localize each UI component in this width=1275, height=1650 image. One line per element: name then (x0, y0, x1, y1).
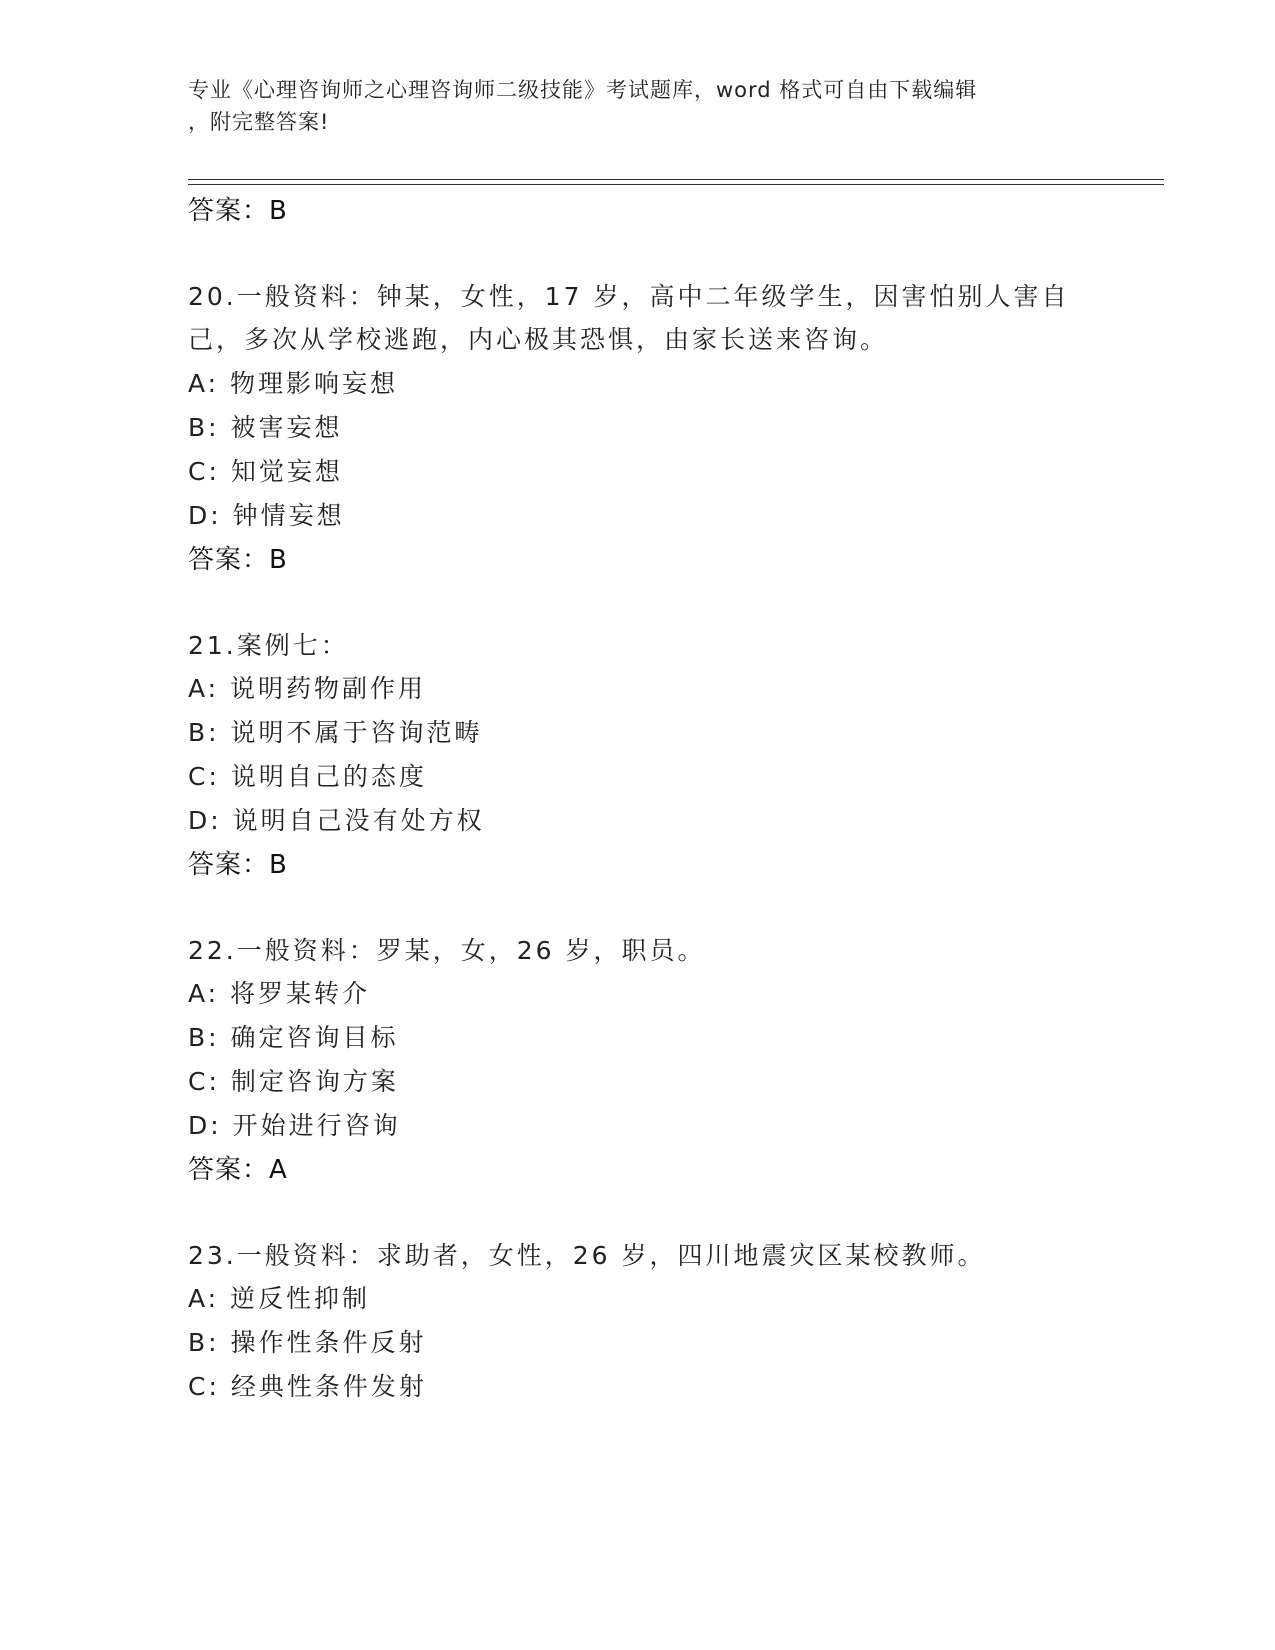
header-divider-bottom (188, 184, 1164, 185)
question-22-option-a: A: 将罗某转介 (188, 979, 371, 1008)
question-20-stem-line-1: 20.一般资料：钟某，女性，17 岁，高中二年级学生，因害怕别人害自 (188, 282, 1070, 311)
question-22-option-c: C: 制定咨询方案 (188, 1067, 399, 1096)
question-23-option-c: C: 经典性条件发射 (188, 1372, 427, 1401)
question-23-option-a: A: 逆反性抑制 (188, 1284, 371, 1313)
question-20-stem-line-2: 己，多次从学校逃跑，内心极其恐惧，由家长送来咨询。 (188, 325, 889, 354)
question-21-stem-line-1: 21.案例七： (188, 631, 349, 660)
question-20-option-d: D: 钟情妄想 (188, 501, 345, 530)
question-20-answer: 答案：B (188, 545, 288, 575)
question-21-option-c: C: 说明自己的态度 (188, 762, 427, 791)
question-21-option-b: B: 说明不属于咨询范畴 (188, 718, 483, 747)
document-header (188, 74, 1078, 138)
header-line-1: 专业《心理咨询师之心理咨询师二级技能》考试题库，word 格式可自由下载编辑 (188, 78, 978, 102)
question-22-stem-line-1: 22.一般资料：罗某，女，26 岁，职员。 (188, 936, 706, 965)
question-22-answer: 答案：A (188, 1155, 288, 1185)
question-23-option-b: B: 操作性条件反射 (188, 1328, 427, 1357)
question-20-option-c: C: 知觉妄想 (188, 457, 343, 486)
question-20-option-b: B: 被害妄想 (188, 413, 343, 442)
header-line-2: ，附完整答案! (188, 110, 330, 134)
question-21-answer: 答案：B (188, 850, 288, 880)
question-23-stem-line-1: 23.一般资料：求助者，女性，26 岁，四川地震灾区某校教师。 (188, 1241, 986, 1270)
answer-previous: 答案：B (188, 196, 288, 226)
question-20-option-a: A: 物理影响妄想 (188, 369, 399, 398)
header-divider-top (188, 179, 1164, 180)
question-22-option-b: B: 确定咨询目标 (188, 1023, 399, 1052)
question-21-option-a: A: 说明药物副作用 (188, 674, 427, 703)
question-21-option-d: D: 说明自己没有处方权 (188, 806, 485, 835)
question-22-option-d: D: 开始进行咨询 (188, 1111, 401, 1140)
